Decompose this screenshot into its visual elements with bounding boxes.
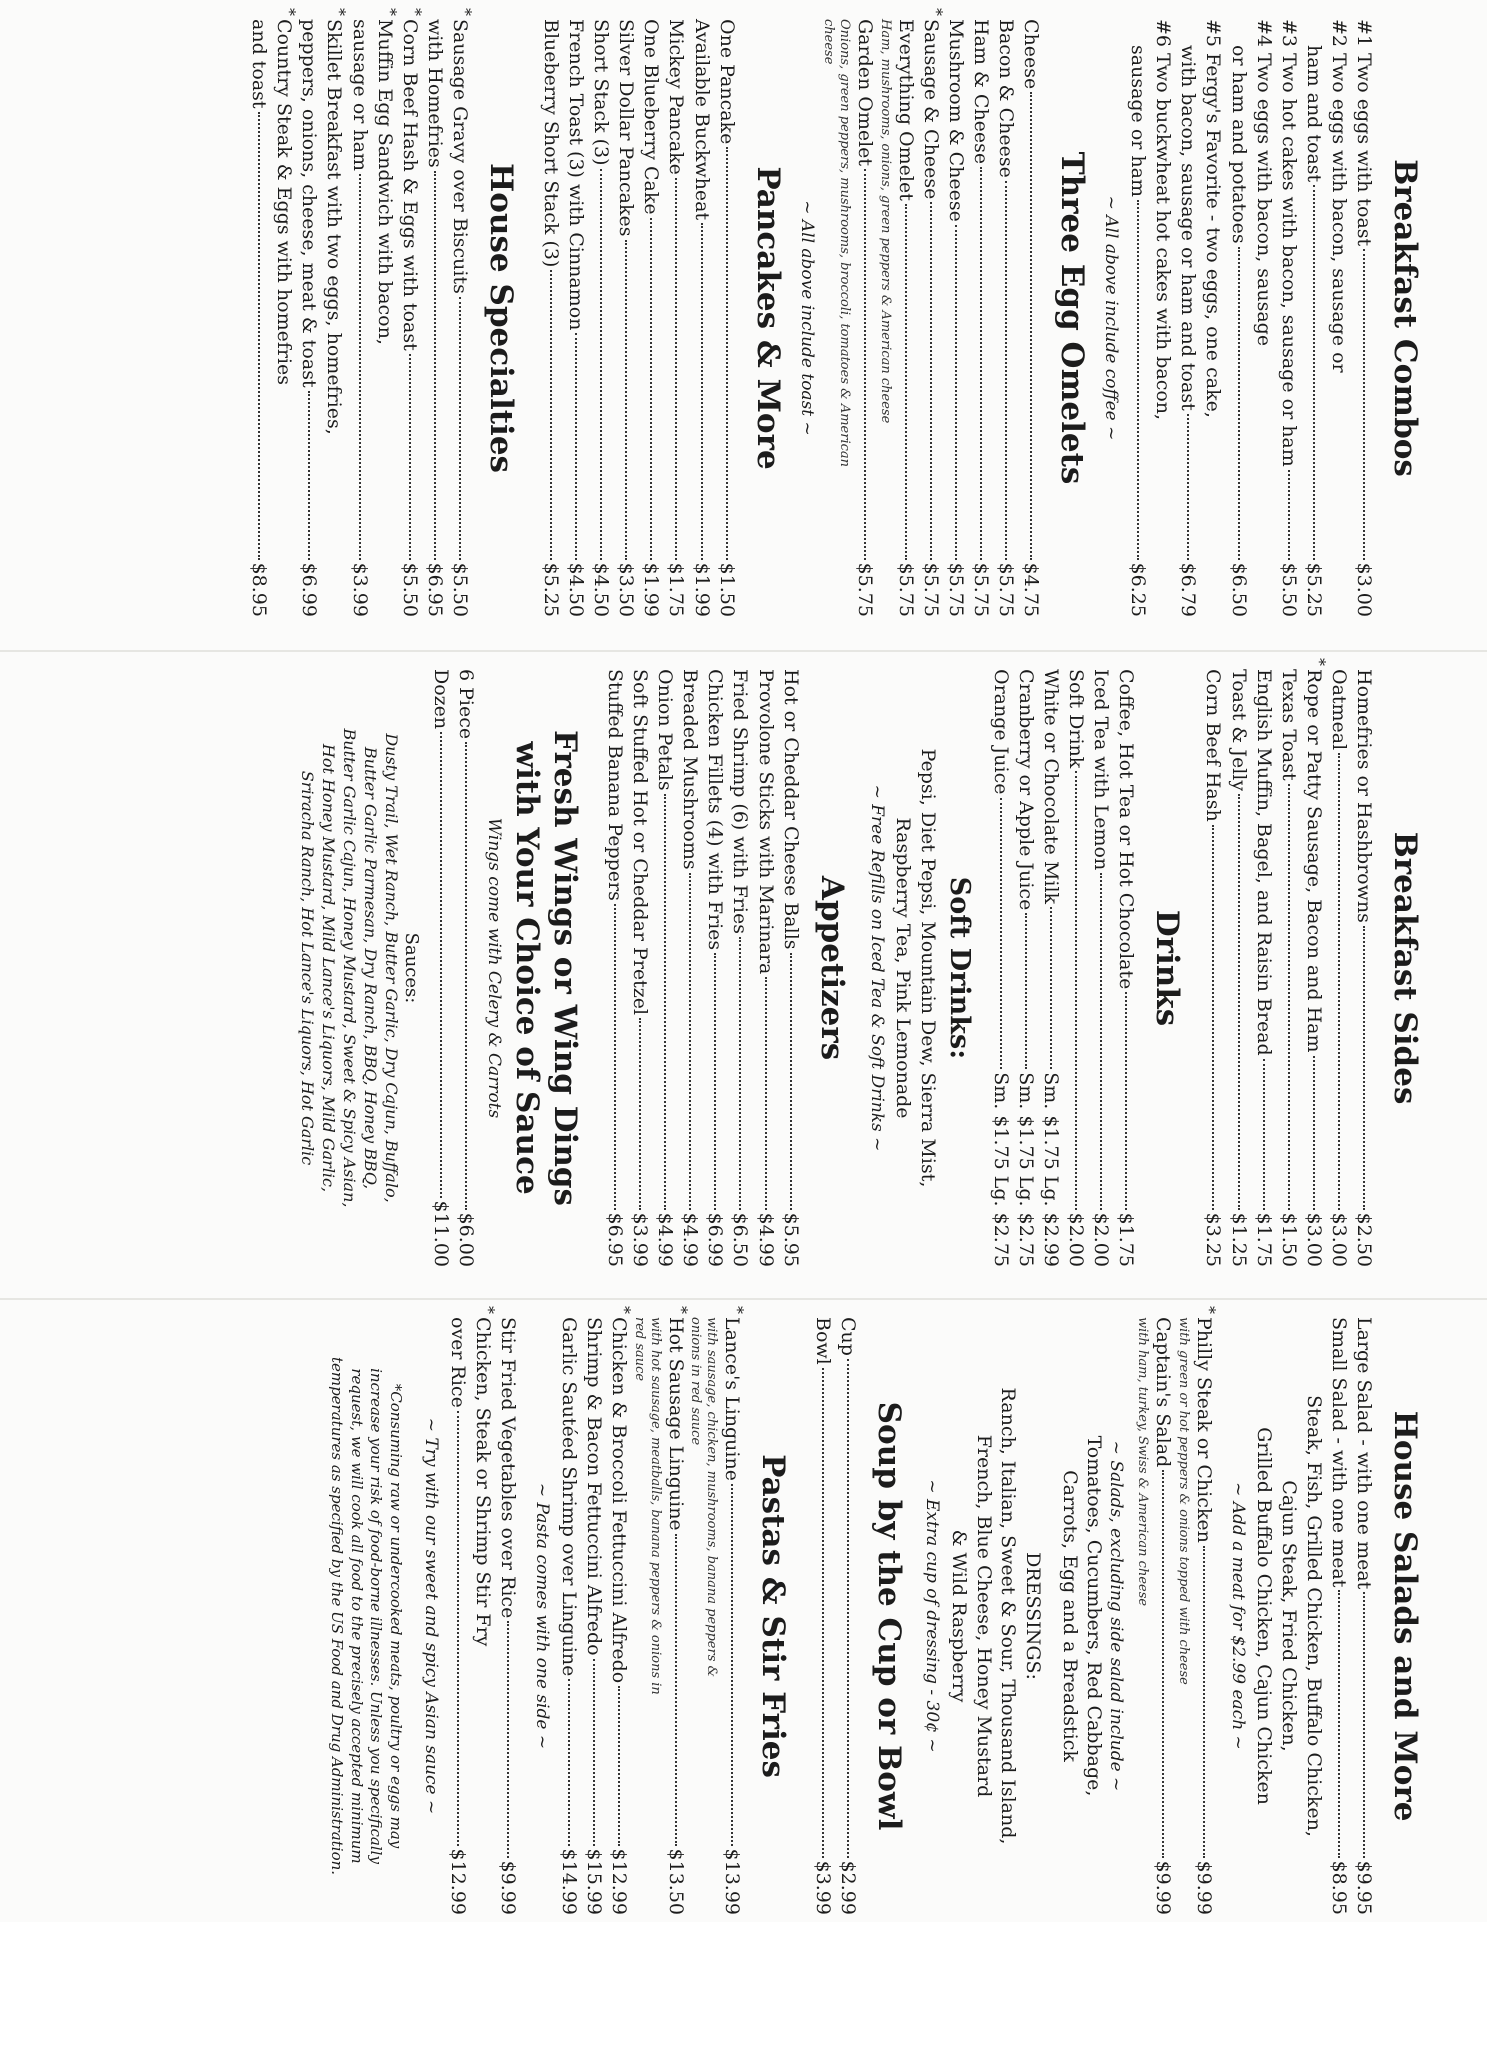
menu-item: Iced Tea with Lemon $2.00 xyxy=(1090,669,1113,1267)
menu-item: Fried Shrimp (6) with Fries $6.50 xyxy=(729,669,752,1267)
section-title-specialties: House Specialties xyxy=(482,162,519,474)
panel-breakfast xyxy=(0,5,1440,631)
section-title-soup: Soup by the Cup or Bowl xyxy=(871,1401,908,1831)
menu-item: * Country Steak & Eggs with homefries xyxy=(271,19,296,617)
section-title-drinks: Drinks xyxy=(1149,909,1186,1027)
menu-item: * Philly Steak or Chicken $9.99 xyxy=(1191,1317,1216,1915)
menu-item: Ham & Cheese $5.75 xyxy=(969,19,992,617)
disclaimer-line: increase your risk of food-borne illnesses. Unless you specifically xyxy=(367,1368,386,1864)
food-safety-disclaimer xyxy=(327,1317,405,1915)
menu-item: Homefries or Hashbrowns $2.50 xyxy=(1352,669,1375,1267)
menu-item: Dozen $11.00 xyxy=(429,669,452,1267)
menu-item: Hot or Cheddar Cheese Balls $5.95 xyxy=(779,669,802,1267)
salad-toppings: Tomatoes, Cucumbers, Red Cabbage, xyxy=(1083,1435,1106,1797)
section-title-salads: House Salads and More xyxy=(1387,1410,1423,1822)
menu-item-cont: and toast $8.95 xyxy=(248,19,271,617)
menu-item: Small Salad - with one meat $8.95 xyxy=(1327,1317,1350,1915)
menu-item: Bowl $3.99 xyxy=(812,1317,835,1915)
section-title-soft-drinks: Soft Drinks: xyxy=(943,876,975,1060)
menu-item: Cheese $4.75 xyxy=(1020,19,1043,617)
menu-item: * Hot Sausage Linguine $13.50 xyxy=(663,1317,688,1915)
menu-item: Stir Fried Vegetables over Rice $9.99 xyxy=(497,1317,520,1915)
fold-line xyxy=(0,1298,1487,1300)
dressing-list: Ranch, Italian, Sweet & Sour, Thousand Island, xyxy=(997,1387,1020,1845)
meat-options: Steak, Fish, Grilled Chicken, Buffalo Chicken, xyxy=(1302,1395,1325,1837)
section-title-wings: Fresh Wings or Wing Dings xyxy=(547,730,584,1206)
menu-item: Breaded Mushrooms $4.99 xyxy=(679,669,702,1267)
section-note: ~ Add a meat for $2.99 each ~ xyxy=(1227,1482,1248,1750)
menu-item: Garden Omelet $5.75 xyxy=(853,19,876,617)
section-title-breakfast-sides: Breakfast Sides xyxy=(1387,831,1423,1105)
menu-item: Corn Beef Hash $3.25 xyxy=(1202,669,1225,1267)
menu-item-cont: sausage or ham $3.99 xyxy=(348,19,371,617)
disclaimer-line: request, we will cook all food to the precisely accepted minimum xyxy=(347,1368,366,1864)
section-title-pancakes: Pancakes & More xyxy=(749,166,786,470)
section-note: Wings come with Celery & Carrots xyxy=(483,817,504,1119)
sauce-list: Butter Garlic Parmesan, Dry Ranch, BBQ, Honey BBQ, xyxy=(360,746,380,1190)
menu-item-cont: ham and toast $5.25 xyxy=(1302,45,1325,617)
menu-item: Short Stack (3) $4.50 xyxy=(590,19,613,617)
menu-item-description: with ham, turkey, Swiss & American cheese xyxy=(1134,1317,1150,1607)
menu-item: Texas Toast $1.50 xyxy=(1277,669,1300,1267)
menu-item: Toast & Jelly $1.25 xyxy=(1227,669,1250,1267)
menu-item: * Chicken & Broccoli Fettuccini Alfredo $12.99 xyxy=(606,1317,631,1915)
menu-item-cont: sausage or ham $6.25 xyxy=(1127,45,1150,617)
menu-item-cont: peppers, onions, cheese, meat & toast $6.99 xyxy=(298,19,321,617)
soft-drink-list: Raspberry Tea, Pink Lemonade xyxy=(892,817,915,1119)
menu-item: Bacon & Cheese $5.75 xyxy=(994,19,1017,617)
menu-item: #6 Two buckwheat hot cakes with bacon, xyxy=(1152,19,1175,421)
disclaimer-line: temperatures as specified by the US Food and Drug Administration. xyxy=(328,1356,347,1876)
menu-item: Stuffed Banana Peppers $6.95 xyxy=(604,669,627,1267)
menu-item: 6 Piece $6.00 xyxy=(454,669,477,1267)
section-note: ~ Salads, excluding side salad include ~ xyxy=(1106,1440,1127,1792)
section-title-wings-2: with Your Choice of Sauce xyxy=(508,741,545,1195)
menu-item: French Toast (3) with Cinnamon $4.50 xyxy=(565,19,588,617)
menu-item: Cranberry or Apple Juice Sm. $1.75 Lg. $2.75 xyxy=(1014,669,1037,1267)
menu-item: * Sausage & Cheese $5.75 xyxy=(918,19,943,617)
menu-item: Mickey Pancake $1.75 xyxy=(665,19,688,617)
dressing-list: & Wild Raspberry xyxy=(947,1529,970,1703)
menu-item: #3 Two hot cakes with bacon, sausage or ham $5.50 xyxy=(1277,19,1300,617)
section-title-omelets: Three Egg Omelets xyxy=(1054,151,1091,485)
menu-item: Chicken Fillets (4) with Fries $6.99 xyxy=(704,669,727,1267)
meat-options: Grilled Buffalo Chicken, Cajun Chicken xyxy=(1253,1427,1276,1805)
sauce-list: Butter Garlic Cajun, Honey Mustard, Sweet & Spicy Asian, xyxy=(340,728,360,1208)
menu-item: #1 Two eggs with toast $3.00 xyxy=(1352,19,1375,617)
menu-item: Garlic Sautéed Shrimp over Linguine $14.99 xyxy=(558,1317,581,1915)
dressings-heading: DRESSINGS: xyxy=(1021,1552,1044,1680)
menu-item: Cup $2.99 xyxy=(837,1317,860,1915)
fold-line xyxy=(0,650,1487,652)
menu-item: Oatmeal $3.00 xyxy=(1327,669,1350,1267)
menu-item: * Muffin Egg Sandwich with bacon, xyxy=(372,19,397,617)
section-title-pastas: Pastas & Stir Fries xyxy=(754,1454,791,1778)
section-title-breakfast-combos: Breakfast Combos xyxy=(1387,159,1423,477)
menu-item-description: Onions, green peppers, mushrooms, broccoli, tomatoes & American cheese xyxy=(821,19,852,468)
menu-item: Silver Dollar Pancakes $3.50 xyxy=(615,19,638,617)
menu-item: Coffee, Hot Tea or Hot Chocolate $1.75 xyxy=(1115,669,1138,1267)
sauces-heading: Sauces: xyxy=(400,932,422,1004)
menu-item: One Blueberry Cake $1.99 xyxy=(640,19,663,617)
menu-item: #4 Two eggs with bacon, sausage xyxy=(1252,19,1275,347)
menu-item: * Chicken, Steak or Shrimp Stir Fry xyxy=(470,1317,495,1915)
menu-item: Everything Omelet $5.75 xyxy=(894,19,917,617)
salad-toppings: Carrots, Egg and a Breadstick xyxy=(1058,1470,1081,1762)
section-note: ~ Extra cup of dressing - 30¢ ~ xyxy=(922,1479,943,1753)
menu-item: English Muffin, Bagel, and Raisin Bread $1.75 xyxy=(1252,669,1275,1267)
menu-item: Soft Stuffed Hot or Cheddar Pretzel $3.99 xyxy=(629,669,652,1267)
menu-item: Orange Juice Sm. $1.75 Lg. $2.75 xyxy=(989,669,1012,1267)
scan-margin xyxy=(0,1922,1487,2048)
section-note: ~ All above include coffee ~ xyxy=(1101,195,1122,441)
menu-item-description: with sausage, chicken, mushrooms, banana peppers & onions in red sauce xyxy=(688,1317,719,1678)
menu-item: Available Buckwheat $1.99 xyxy=(690,19,713,617)
menu-item: Captain's Salad $9.99 xyxy=(1152,1317,1175,1915)
menu-item: Blueberry Short Stack (3) $5.25 xyxy=(540,19,563,617)
menu-item: * Rope or Patty Sausage, Bacon and Ham $3.00 xyxy=(1301,669,1326,1267)
section-note: ~ Pasta comes with one side ~ xyxy=(532,1482,553,1750)
section-note: ~ All above include toast ~ xyxy=(796,200,817,436)
menu-item-description: Ham, mushrooms, onions, green peppers & American cheese xyxy=(877,19,893,424)
menu-item-description: with green or hot peppers & onions topped with cheese xyxy=(1175,1317,1191,1685)
menu-item: * Skillet Breakfast with two eggs, homefries, xyxy=(321,19,346,617)
menu-item: Shrimp & Bacon Fettuccini Alfredo $15.99 xyxy=(583,1317,606,1915)
sauce-list: Hot Honey Mustard, Mild Lance's Liquors, Mild Garlic, xyxy=(319,743,339,1193)
meat-options: Cajun Steak, Fried Chicken, xyxy=(1278,1480,1301,1752)
menu-item: Soft Drink $2.00 xyxy=(1065,669,1088,1267)
menu-item-description: with hot sausage, meatballs, banana peppers & onions in red sauce xyxy=(631,1317,663,1695)
disclaimer-line: *Consuming raw or undercooked meats, poultry or eggs may xyxy=(386,1383,405,1849)
menu-item: Large Salad - with one meat $9.95 xyxy=(1352,1317,1375,1915)
menu-item: * Sausage Gravy over Biscuits $5.50 xyxy=(447,19,472,617)
menu-item: * Corn Beef Hash & Eggs with toast $5.50 xyxy=(397,19,422,617)
menu-item-cont: over Rice $12.99 xyxy=(446,1317,469,1915)
menu-item: with Homefries $6.95 xyxy=(423,19,446,617)
menu-item-cont: with bacon, sausage or ham and toast $6.79 xyxy=(1177,45,1200,617)
menu-item: * Lance's Linguine $13.99 xyxy=(719,1317,744,1915)
menu-item: Mushroom & Cheese $5.75 xyxy=(944,19,967,617)
soft-drink-list: Pepsi, Diet Pepsi, Mountain Dew, Sierra Mist, xyxy=(917,748,940,1188)
menu-item: #2 Two eggs with bacon, sausage or xyxy=(1327,19,1350,373)
panel-sides-drinks xyxy=(0,655,1440,1281)
sauce-list: Sriracha Ranch, Hot Lance's Liquors, Hot Garlic xyxy=(298,770,318,1166)
menu-item: One Pancake $1.50 xyxy=(715,19,738,617)
section-note: ~ Try with our sweet and spicy Asian sauce ~ xyxy=(420,1417,441,1815)
panel-salads-pastas xyxy=(0,1303,1440,1929)
menu-item: White or Chocolate Milk Sm. $1.75 Lg. $2.99 xyxy=(1040,669,1063,1267)
menu-item: #5 Fergy's Favorite - two eggs, one cake, xyxy=(1202,19,1225,418)
sauce-list: Dusty Trail, Wet Ranch, Butter Garlic, Dry Cajun, Buffalo, xyxy=(381,733,401,1203)
section-note: ~ Free Refills on Iced Tea & Soft Drinks ~ xyxy=(866,784,887,1152)
section-title-appetizers: Appetizers xyxy=(813,875,850,1061)
dressing-list: French, Blue Cheese, Honey Mustard xyxy=(972,1434,995,1798)
menu-item: Onion Petals $4.99 xyxy=(654,669,677,1267)
menu-item: Provolone Sticks with Marinara $4.99 xyxy=(754,669,777,1267)
menu-item-cont: or ham and potatoes $6.50 xyxy=(1227,45,1250,617)
